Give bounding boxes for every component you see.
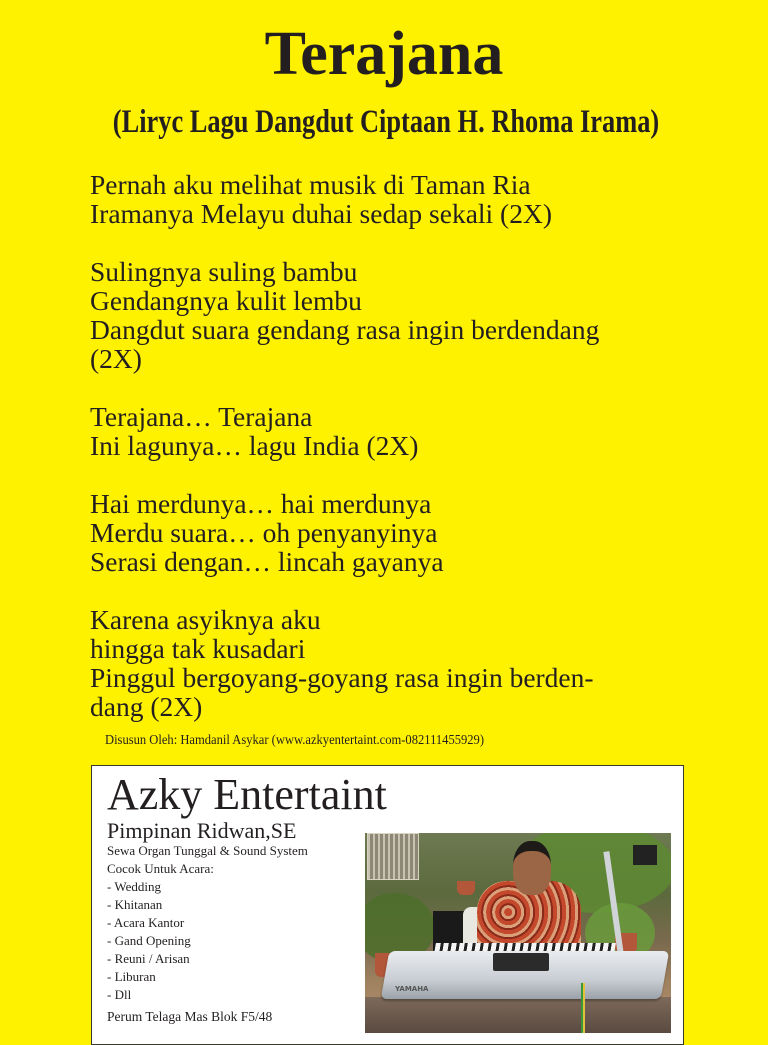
photo-keyboard-brand: YAMAHA [395, 985, 429, 993]
keyboard-player-photo [365, 833, 671, 1033]
event-item: - Acara Kantor [107, 915, 185, 930]
stanza-5 [90, 605, 690, 721]
events-list [107, 878, 191, 1004]
event-item: - Wedding [107, 879, 161, 894]
lyric-line: Terajana… Terajana [90, 401, 313, 432]
lyric-line: Serasi dengan… lincah gayanya [90, 546, 444, 577]
lyric-line: Merdu suara… oh penyanyinya [90, 517, 438, 548]
stanza-2 [90, 257, 690, 373]
stanza-4 [90, 489, 690, 576]
photo-pot [457, 881, 475, 895]
business-owner: Pimpinan Ridwan,SE [107, 818, 297, 843]
lyric-line: dang (2X) [90, 691, 203, 722]
events-heading: Cocok Untuk Acara: [107, 861, 214, 876]
page-title: Terajana [264, 20, 504, 88]
photo-person-head [513, 841, 551, 895]
service-description [107, 842, 308, 878]
service-text: Sewa Organ Tunggal & Sound System [107, 843, 308, 858]
stanza-1 [90, 170, 690, 228]
lyrics [90, 170, 690, 750]
lyric-line: Ini lagunya… lagu India (2X) [90, 430, 419, 461]
lyric-line: Pinggul bergoyang-goyang rasa ingin berden- [90, 662, 594, 693]
ad-card [91, 765, 684, 1045]
lyric-line: Iramanya Melayu duhai sedap sekali (2X) [90, 198, 552, 229]
photo-cage-shape [367, 833, 419, 880]
page-subtitle: (Liryc Lagu Dangdut Ciptaan H. Rhoma Irama) [112, 104, 660, 140]
business-address: Perum Telaga Mas Blok F5/48 [107, 1009, 273, 1024]
lyric-line: Karena asyiknya aku [90, 604, 321, 635]
photo-cable [581, 983, 585, 1033]
lyric-line: Hai merdunya… hai merdunya [90, 488, 432, 519]
photo-floor [365, 997, 671, 1033]
business-name: Azky Entertaint [107, 770, 387, 819]
event-item: - Reuni / Arisan [107, 951, 190, 966]
lyric-line: Gendangnya kulit lembu [90, 285, 362, 316]
lyric-line: Sulingnya suling bambu [90, 256, 358, 287]
credit-line: Disusun Oleh: Hamdanil Asykar (www.azkyentertaint.com-082111455929) [105, 732, 485, 747]
stanza-3 [90, 402, 690, 460]
lyric-line: (2X) [90, 343, 142, 374]
lyric-line: Pernah aku melihat musik di Taman Ria [90, 169, 531, 200]
event-item: - Khitanan [107, 897, 163, 912]
photo-lamp [633, 845, 657, 865]
lyric-line: Dangdut suara gendang rasa ingin berdendang [90, 314, 600, 345]
event-item: - Liburan [107, 969, 156, 984]
lyric-line: hingga tak kusadari [90, 633, 306, 664]
event-item: - Gand Opening [107, 933, 191, 948]
event-item: - Dll [107, 987, 132, 1002]
photo-keyboard-panel [493, 953, 549, 971]
